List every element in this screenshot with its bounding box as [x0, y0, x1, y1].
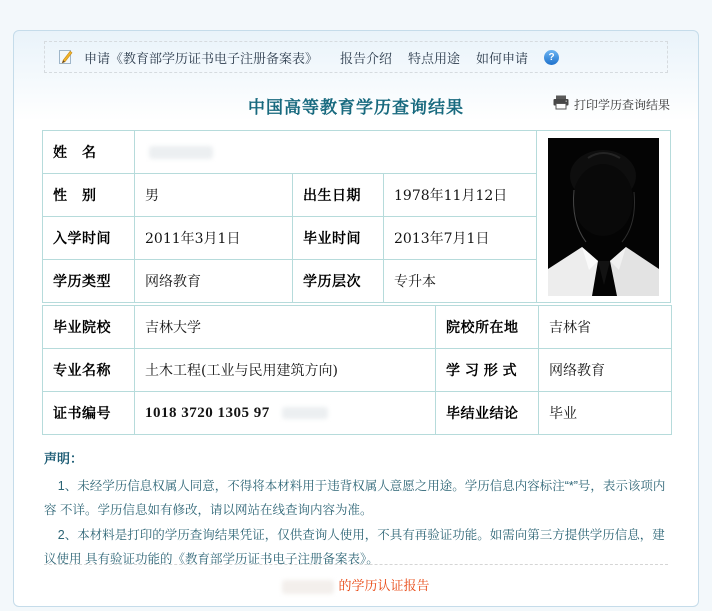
- table-row: [43, 131, 671, 174]
- table-row: [43, 349, 672, 392]
- major-value: 土木工程(工业与民用建筑方向): [135, 349, 436, 392]
- features-usage-link[interactable]: 特点用途: [408, 50, 461, 66]
- education-type-label: 学历类型: [43, 260, 135, 303]
- certificate-no-label: 证书编号: [43, 392, 135, 435]
- certificate-no-value: 1018 3720 1305 97: [135, 392, 436, 435]
- credential-report-link[interactable]: 的学历认证报告: [338, 578, 430, 593]
- education-level-value: 专升本: [384, 260, 537, 303]
- declaration-heading: 声明：: [44, 451, 84, 466]
- declaration-item-1: 1、未经学历信息权属人同意，不得将本材料用于违背权属人意愿之用途。学历信息内容标注“*”号，表示该项内容 不详。学历信息如有修改，请以网站在线查询内容为准。: [44, 479, 666, 518]
- birth-date-value: 1978年11月12日: [384, 174, 537, 217]
- redacted-name-blur: [149, 146, 213, 159]
- enroll-date-value: 2011年3月1日: [135, 217, 293, 260]
- report-intro-link[interactable]: 报告介绍: [340, 50, 393, 66]
- record-table-lower: [42, 305, 672, 435]
- pencil-icon: [57, 49, 74, 65]
- top-nav-bar: [44, 41, 668, 73]
- printer-icon: [553, 95, 569, 113]
- name-value: [135, 131, 537, 174]
- name-label: 姓 名: [43, 131, 135, 174]
- redacted-name-blur: [282, 580, 334, 594]
- record-table-upper: [42, 130, 671, 303]
- school-location-label: 院校所在地: [436, 306, 539, 349]
- result-panel: [13, 30, 699, 607]
- graduate-date-label: 毕业时间: [293, 217, 384, 260]
- study-form-label: 学 习 形 式: [436, 349, 539, 392]
- conclusion-value: 毕业: [539, 392, 672, 435]
- school-label: 毕业院校: [43, 306, 135, 349]
- study-form-value: 网络教育: [539, 349, 672, 392]
- major-label: 专业名称: [43, 349, 135, 392]
- how-to-apply-link[interactable]: 如何申请: [476, 50, 529, 66]
- footer-divider: [44, 564, 668, 565]
- footer-report-line: [14, 575, 698, 594]
- apply-registration-form-link[interactable]: 申请《教育部学历证书电子注册备案表》: [84, 50, 319, 66]
- print-result-label: 打印学历查询结果: [573, 97, 670, 112]
- help-icon[interactable]: ?: [544, 50, 559, 65]
- print-result-button[interactable]: [553, 95, 670, 113]
- gender-label: 性 别: [43, 174, 135, 217]
- enroll-date-label: 入学时间: [43, 217, 135, 260]
- table-row: [43, 306, 672, 349]
- conclusion-label: 毕结业结论: [436, 392, 539, 435]
- declaration-item-2: 2、本材料是打印的学历查询结果凭证，仅供查询人使用，不具有再验证功能。如需向第三方提供学历信息，建议使用 具有验证功能的《教育部学历证书电子注册备案表》。: [44, 527, 665, 567]
- graduate-date-value: 2013年7月1日: [384, 217, 537, 260]
- gender-value: 男: [135, 174, 293, 217]
- redacted-cert-blur: [282, 407, 328, 419]
- id-photo: [537, 131, 671, 303]
- page-title: 中国高等教育学历查询结果: [248, 98, 464, 117]
- table-row: [43, 392, 672, 435]
- education-type-value: 网络教育: [135, 260, 293, 303]
- school-location-value: 吉林省: [539, 306, 672, 349]
- school-value: 吉林大学: [135, 306, 436, 349]
- birth-date-label: 出生日期: [293, 174, 384, 217]
- declaration-section: [44, 448, 670, 572]
- education-level-label: 学历层次: [293, 260, 384, 303]
